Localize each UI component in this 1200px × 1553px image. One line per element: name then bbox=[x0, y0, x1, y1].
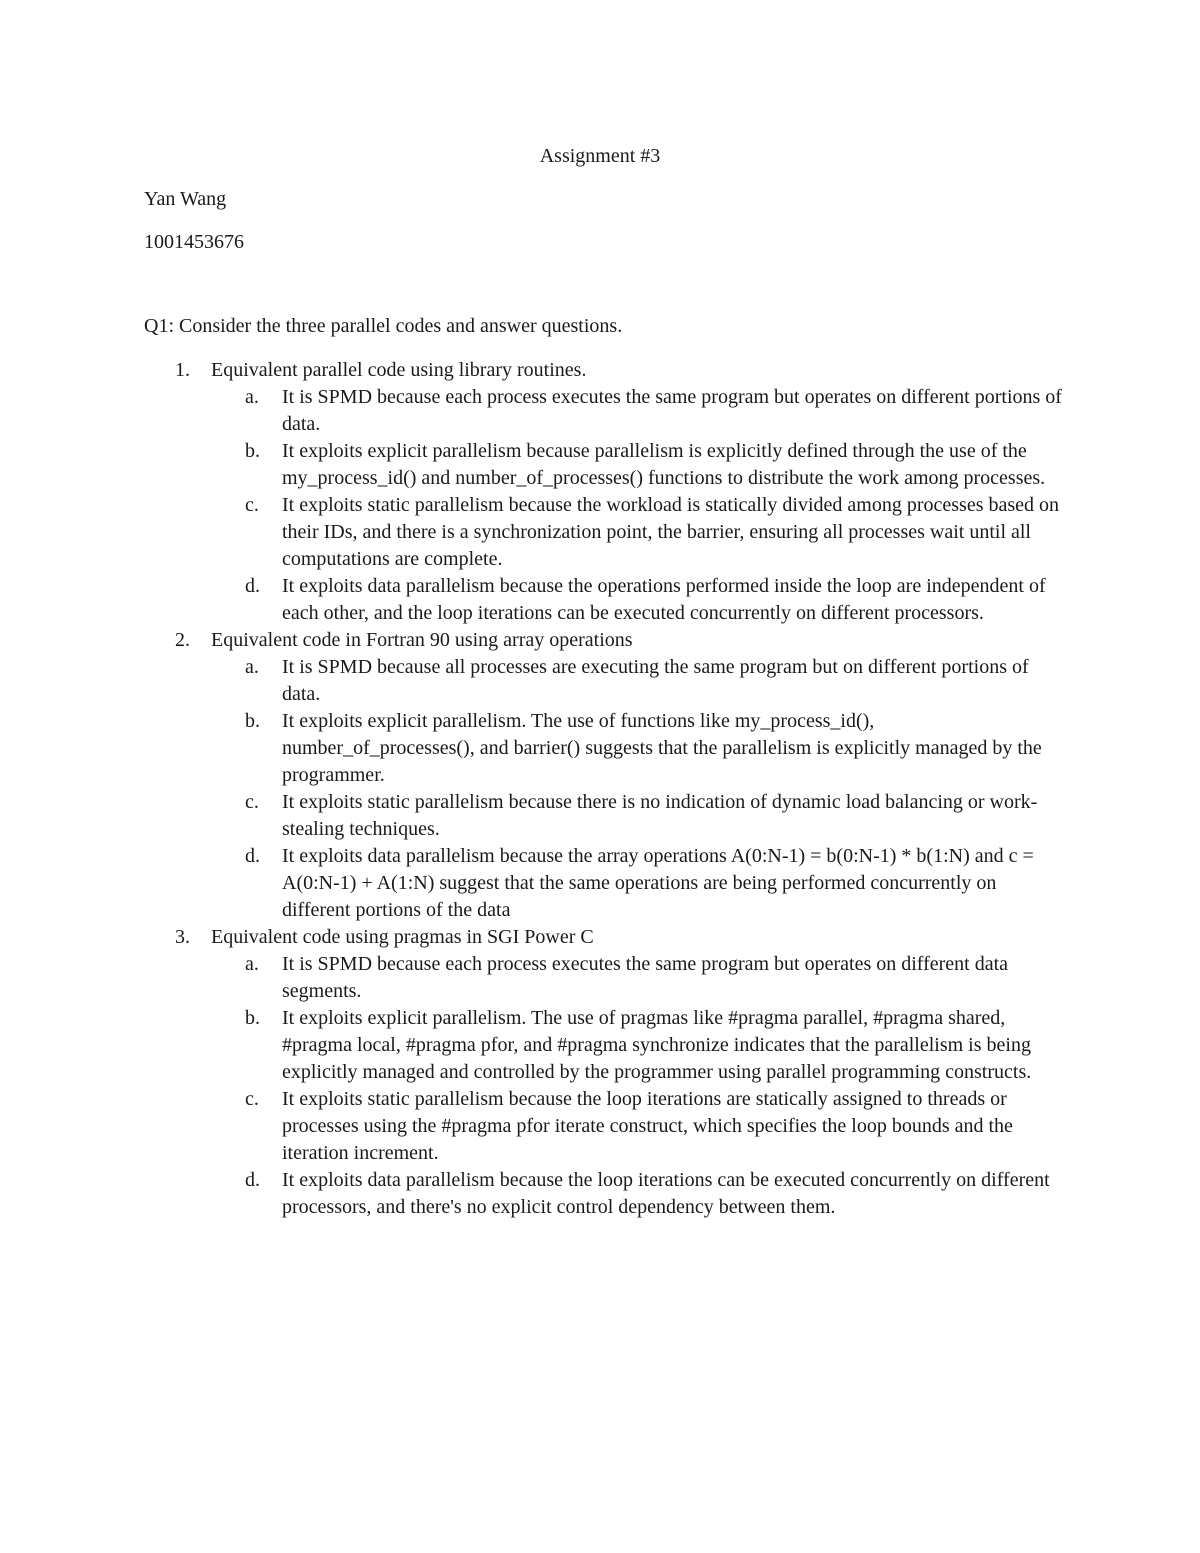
list-item bbox=[0, 384, 1062, 438]
item-letter: d. bbox=[245, 575, 260, 597]
item-text: It exploits static parallelism because the workload is statically divided among processes based on their IDs, and there is a synchronization point, the barrier, ensuring all processes wait until all computations are complete. bbox=[282, 494, 1060, 570]
item-text: It is SPMD because each process executes the same program but operates on different data segments. bbox=[282, 953, 1009, 1002]
section-heading-text: Equivalent parallel code using library routines. bbox=[211, 359, 587, 381]
item-text: It exploits explicit parallelism because parallelism is explicitly defined through the use of the my_process_id() and number_of_processes() functions to distribute the work among processes. bbox=[282, 440, 1046, 489]
item-letter: a. bbox=[245, 386, 259, 408]
section-heading-text: Equivalent code using pragmas in SGI Power C bbox=[211, 926, 594, 948]
item-letter: c. bbox=[245, 1088, 259, 1110]
item-letter: a. bbox=[245, 656, 259, 678]
section-items bbox=[0, 654, 1200, 924]
list-item bbox=[0, 951, 1062, 1005]
section-items bbox=[0, 951, 1200, 1221]
list-item bbox=[0, 843, 1062, 924]
item-text: It exploits data parallelism because the loop iterations can be executed concurrently on different processors, and there's no explicit control dependency between them. bbox=[282, 1169, 1050, 1218]
list-item bbox=[0, 708, 1062, 789]
answer-sections bbox=[0, 357, 1200, 1221]
item-letter: c. bbox=[245, 791, 259, 813]
item-letter: b. bbox=[245, 440, 260, 462]
item-text: It exploits explicit parallelism. The use of functions like my_process_id(), number_of_processes(), and barrier() suggests that the parallelism is explicitly managed by the programmer. bbox=[282, 710, 1042, 786]
item-letter: b. bbox=[245, 1007, 260, 1029]
item-letter: c. bbox=[245, 494, 259, 516]
section-3 bbox=[0, 924, 1200, 1221]
section-heading bbox=[0, 357, 1071, 384]
item-text: It exploits data parallelism because the array operations A(0:N-1) = b(0:N-1) * b(1:N) and c = A(0:N-1) + A(1:N) suggest that the same operations are being performed concurrently on different portions of the data bbox=[282, 845, 1034, 921]
student-id: 1001453676 bbox=[144, 231, 244, 253]
list-item bbox=[0, 1167, 1062, 1221]
section-heading bbox=[0, 627, 1071, 654]
item-text: It exploits data parallelism because the operations performed inside the loop are independent of each other, and the loop iterations can be executed concurrently on different processors. bbox=[282, 575, 1046, 624]
item-text: It exploits explicit parallelism. The use of pragmas like #pragma parallel, #pragma shared, #pragma local, #pragma pfor, and #pragma synchronize indicates that the parallelism is being explicitly managed and controlled by the programmer using parallel programming constructs. bbox=[282, 1007, 1032, 1083]
list-item bbox=[0, 492, 1062, 573]
section-heading-text: Equivalent code in Fortran 90 using array operations bbox=[211, 629, 633, 651]
list-item bbox=[0, 1086, 1062, 1167]
author-name: Yan Wang bbox=[144, 188, 227, 210]
section-items bbox=[0, 384, 1200, 627]
item-letter: d. bbox=[245, 845, 260, 867]
section-1 bbox=[0, 357, 1200, 627]
item-letter: b. bbox=[245, 710, 260, 732]
list-item bbox=[0, 1005, 1062, 1086]
list-item bbox=[0, 573, 1062, 627]
list-item bbox=[0, 654, 1062, 708]
item-text: It is SPMD because all processes are executing the same program but on different portions of data. bbox=[282, 656, 1029, 705]
section-2 bbox=[0, 627, 1200, 924]
section-number: 3. bbox=[175, 926, 190, 948]
item-text: It exploits static parallelism because the loop iterations are statically assigned to threads or processes using the #pragma pfor iterate construct, which specifies the loop bounds and the iteration increment. bbox=[282, 1088, 1013, 1164]
section-heading bbox=[0, 924, 1071, 951]
section-number: 1. bbox=[175, 359, 190, 381]
document-title: Assignment #3 bbox=[539, 145, 661, 167]
list-item bbox=[0, 438, 1062, 492]
item-letter: d. bbox=[245, 1169, 260, 1191]
item-text: It is SPMD because each process executes the same program but operates on different portions of data. bbox=[282, 386, 1062, 435]
section-number: 2. bbox=[175, 629, 190, 651]
list-item bbox=[0, 789, 1062, 843]
item-text: It exploits static parallelism because there is no indication of dynamic load balancing or work-stealing techniques. bbox=[282, 791, 1038, 840]
question-heading: Q1: Consider the three parallel codes and answer questions. bbox=[144, 315, 623, 337]
item-letter: a. bbox=[245, 953, 259, 975]
